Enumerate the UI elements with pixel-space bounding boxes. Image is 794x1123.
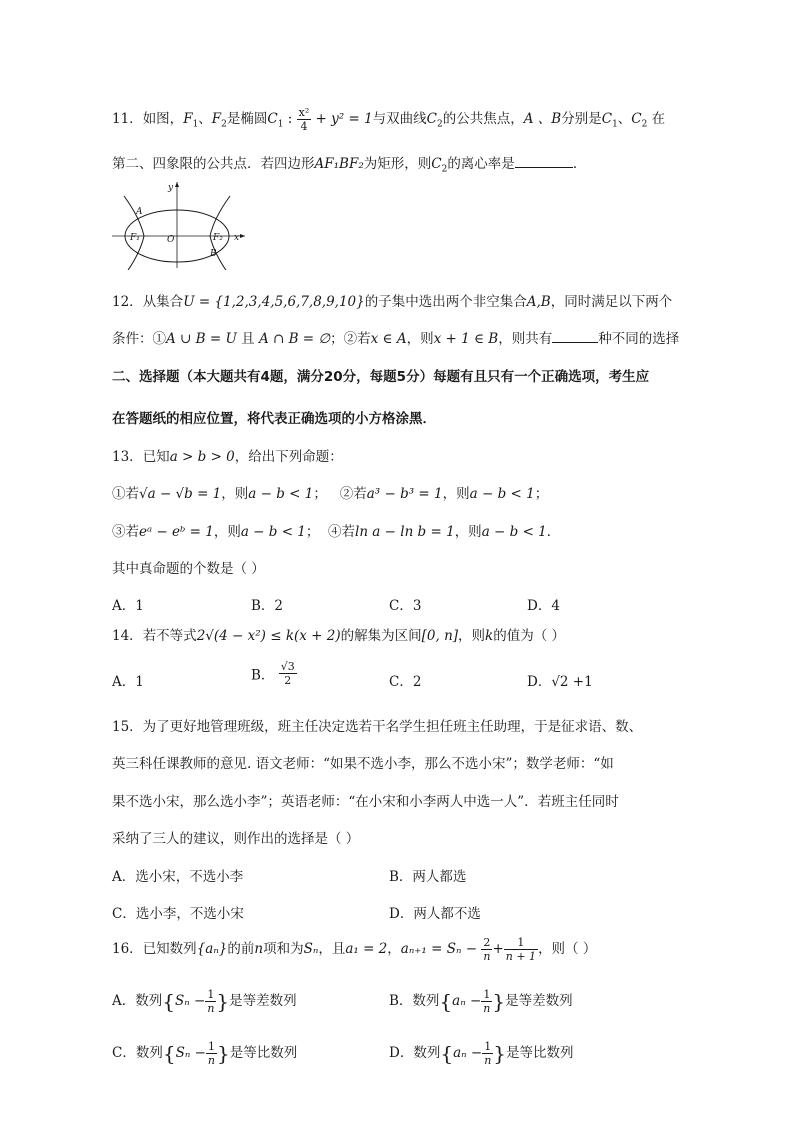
q16-option-b[interactable]: B．数列{aₙ − $\frac{1}{n}$ }是等差数列 xyxy=(389,988,573,1015)
q13-option-d[interactable]: D．4 xyxy=(527,598,560,614)
q15-line1: 15．为了更好地管理班级，班主任决定选若干名学生担任班主任助理，于是征求语、数、 xyxy=(112,719,643,735)
q15-option-a[interactable]: A．选小宋，不选小李 xyxy=(112,869,244,885)
q13-question: 其中真命题的个数是（ ） xyxy=(112,561,265,577)
q13-option-c[interactable]: C．3 xyxy=(389,598,422,614)
q15-option-b[interactable]: B．两人都选 xyxy=(389,869,467,885)
q16-stem: 16．已知数列{aₙ}的前n项和为Sₙ，且a₁ = 2，aₙ₊₁ = Sₙ − $\frac{2}{n}$ + $\frac{1}{n + 1}$ ，则（ ） xyxy=(112,936,597,963)
q16-option-c[interactable]: C．数列{Sₙ − $\frac{1}{n}$ }是等比数列 xyxy=(112,1040,298,1067)
q13-propositions-1-2: ①若√a − √b = 1，则a − b < 1； ②若a³ − b³ = 1，则a − b < 1； xyxy=(112,486,549,502)
label-f2: F₂ xyxy=(213,233,223,243)
q15-option-c[interactable]: C．选小李，不选小宋 xyxy=(112,906,244,922)
label-a: A xyxy=(136,207,143,217)
q14-stem: 14．若不等式2√(4 − x²) ≤ k(x + 2)的解集为区间[0, n]，则k的值为（ ） xyxy=(112,628,566,644)
q14-option-d[interactable]: D．√2 +1 xyxy=(527,674,593,690)
q11-line2: 第二、四象限的公共点．若四边形AF₁BF₂为矩形，则$C_2$的离心率是 ． xyxy=(112,156,587,175)
q14-option-a[interactable]: A．1 xyxy=(112,674,144,690)
label-b: B xyxy=(210,249,217,259)
q12-line1: 12．从集合U = {1,2,3,4,5,6,7,8,9,10}的子集中选出两个非空集合A,B，同时满足以下两个 xyxy=(112,294,673,310)
q11-number: 11． xyxy=(112,111,143,127)
x-axis-arrow xyxy=(240,234,245,238)
q15-line2: 英三科任课教师的意见. 语文老师：“如果不选小李，那么不选小宋”；数学老师：“如 xyxy=(112,756,614,772)
q16-option-d[interactable]: D．数列{aₙ − $\frac{1}{n}$ }是等比数列 xyxy=(389,1040,574,1067)
q13-propositions-3-4: ③若eᵃ − eᵇ = 1，则a − b < 1； ④若ln a − ln b = 1，则a − b < 1． xyxy=(112,524,561,540)
q13-stem: 13．已知a > b > 0，给出下列命题： xyxy=(112,449,343,465)
ellipse-fraction: $\frac{\text{x²}}{4}$ xyxy=(298,106,310,133)
q15-line3: 果不选小宋，那么选小李”；英语老师：“在小宋和小李两人中选一人”．若班主任同时 xyxy=(112,794,619,810)
q12-answer-blank[interactable] xyxy=(552,330,598,343)
q12-number: 12． xyxy=(112,294,143,310)
q11-answer-blank[interactable] xyxy=(515,155,573,168)
q11-line1: 11．如图，$F_1$、$F_2$是椭圆$C_1$ : $\frac{\text{x²}}{4}$ + y² = 1与双曲线$C_2$的公共焦点，A 、B分别是$C_1$、$C_2$ 在 xyxy=(112,106,666,133)
label-f1: F₁ xyxy=(130,233,140,243)
q13-option-b[interactable]: B．2 xyxy=(251,598,284,614)
q16-option-a[interactable]: A．数列{Sₙ − $\frac{1}{n}$ }是等差数列 xyxy=(112,988,297,1015)
q14-option-b[interactable]: B． $\frac{√3}{2}$ xyxy=(251,660,295,687)
section2-heading-line2: 在答题纸的相应位置，将代表正确选项的小方格涂黑． xyxy=(112,411,436,427)
y-axis-arrow xyxy=(175,182,179,187)
label-o: O xyxy=(167,235,175,245)
label-x: x xyxy=(234,233,240,243)
q15-option-d[interactable]: D．两人都不选 xyxy=(389,906,481,922)
q12-line2: 条件：①A ∪ B = U 且 A ∩ B = ∅；②若x ∈ A，则x + 1 ∈ B，则共有 种不同的选择 xyxy=(112,331,680,347)
q14-option-c[interactable]: C．2 xyxy=(389,674,422,690)
label-y: y xyxy=(168,183,174,193)
q15-line4: 采纳了三人的建议，则作出的选择是（ ） xyxy=(112,831,360,847)
q13-option-a[interactable]: A．1 xyxy=(112,598,144,614)
section2-heading-line1: 二、选择题（本大题共有4题，满分20分，每题5分）每题有且只有一个正确选项，考生应 xyxy=(112,369,650,385)
ellipse-hyperbola-figure xyxy=(110,178,250,270)
